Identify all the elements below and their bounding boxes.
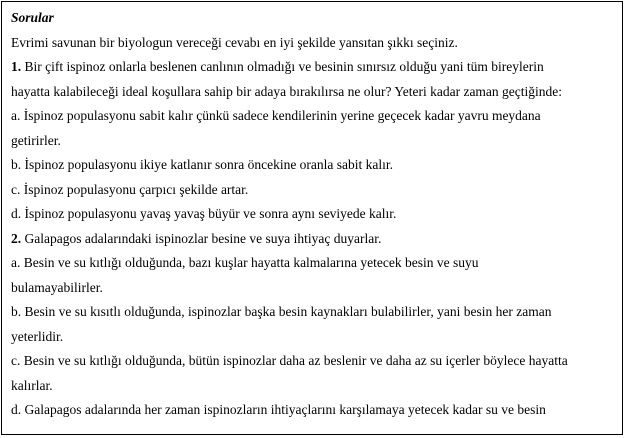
question-1-number: 1. [11, 59, 22, 74]
section-title: Sorular [11, 10, 54, 25]
question-1-line-1 [11, 55, 618, 80]
question-1-option-a-continued[interactable]: getirirler. [11, 132, 61, 148]
question-2-option-a-continued[interactable]: bulamayabilirler. [11, 279, 103, 295]
question-2-option-b[interactable]: b. Besin ve su kısıtlı olduğunda, ispinozlar başka besin kaynakları bulabilirler, yani besin her zaman [11, 304, 552, 319]
question-1-option-d[interactable]: d. İspinoz populasyonu yavaş yavaş büyür ve sonra aynı seviyede kalır. [11, 206, 397, 221]
question-1-option-b[interactable]: b. İspinoz populasyonu ikiye katlanır sonra öncekine oranla sabit kalır. [11, 157, 394, 172]
question-2-number: 2. [11, 230, 22, 246]
questions-box [1, 1, 623, 435]
question-2-option-c[interactable]: c. Besin ve su kıtlığı olduğunda, bütün ispinozlar daha az beslenir ve daha az su içerler böylece hayatta [11, 353, 568, 368]
question-2-option-a[interactable]: a. Besin ve su kıtlığı olduğunda, bazı kuşlar hayatta kalmalarına yetecek besin ve suyu [11, 255, 479, 270]
question-2-option-c-continued[interactable]: kalırlar. [11, 377, 53, 393]
question-2-option-d[interactable]: d. Galapagos adalarında her zaman ispinozların ihtiyaçlarını karşılamaya yetecek kadar su ve besin [11, 402, 546, 417]
question-2-option-b-continued[interactable]: yeterlidir. [11, 328, 64, 344]
question-1-option-c[interactable]: c. İspinoz populasyonu çarpıcı şekilde artar. [11, 181, 249, 197]
question-1-option-a[interactable]: a. İspinoz populasyonu sabit kalır çünkü sadece kendilerinin yerine geçecek kadar yavru meydana [11, 108, 541, 123]
instruction-text: Evrimi savunan bir biyologun vereceği cevabı en iyi şekilde yansıtan şıkkı seçiniz. [11, 34, 458, 50]
question-2-line-1 [11, 227, 618, 252]
questions-content [11, 6, 618, 423]
question-1-text: Bir çift ispinoz onlarla beslenen canlının olmadığı ve besinin sınırsız olduğu yani tüm bireylerin [21, 59, 544, 74]
question-2-text: Galapagos adalarındaki ispinozlar besine ve suya ihtiyaç duyarlar. [21, 230, 382, 246]
question-1-line-2: hayatta kalabileceği ideal koşullara sahip bir adaya bırakılırsa ne olur? Yeteri kadar zaman geçtiğinde: [11, 83, 563, 99]
